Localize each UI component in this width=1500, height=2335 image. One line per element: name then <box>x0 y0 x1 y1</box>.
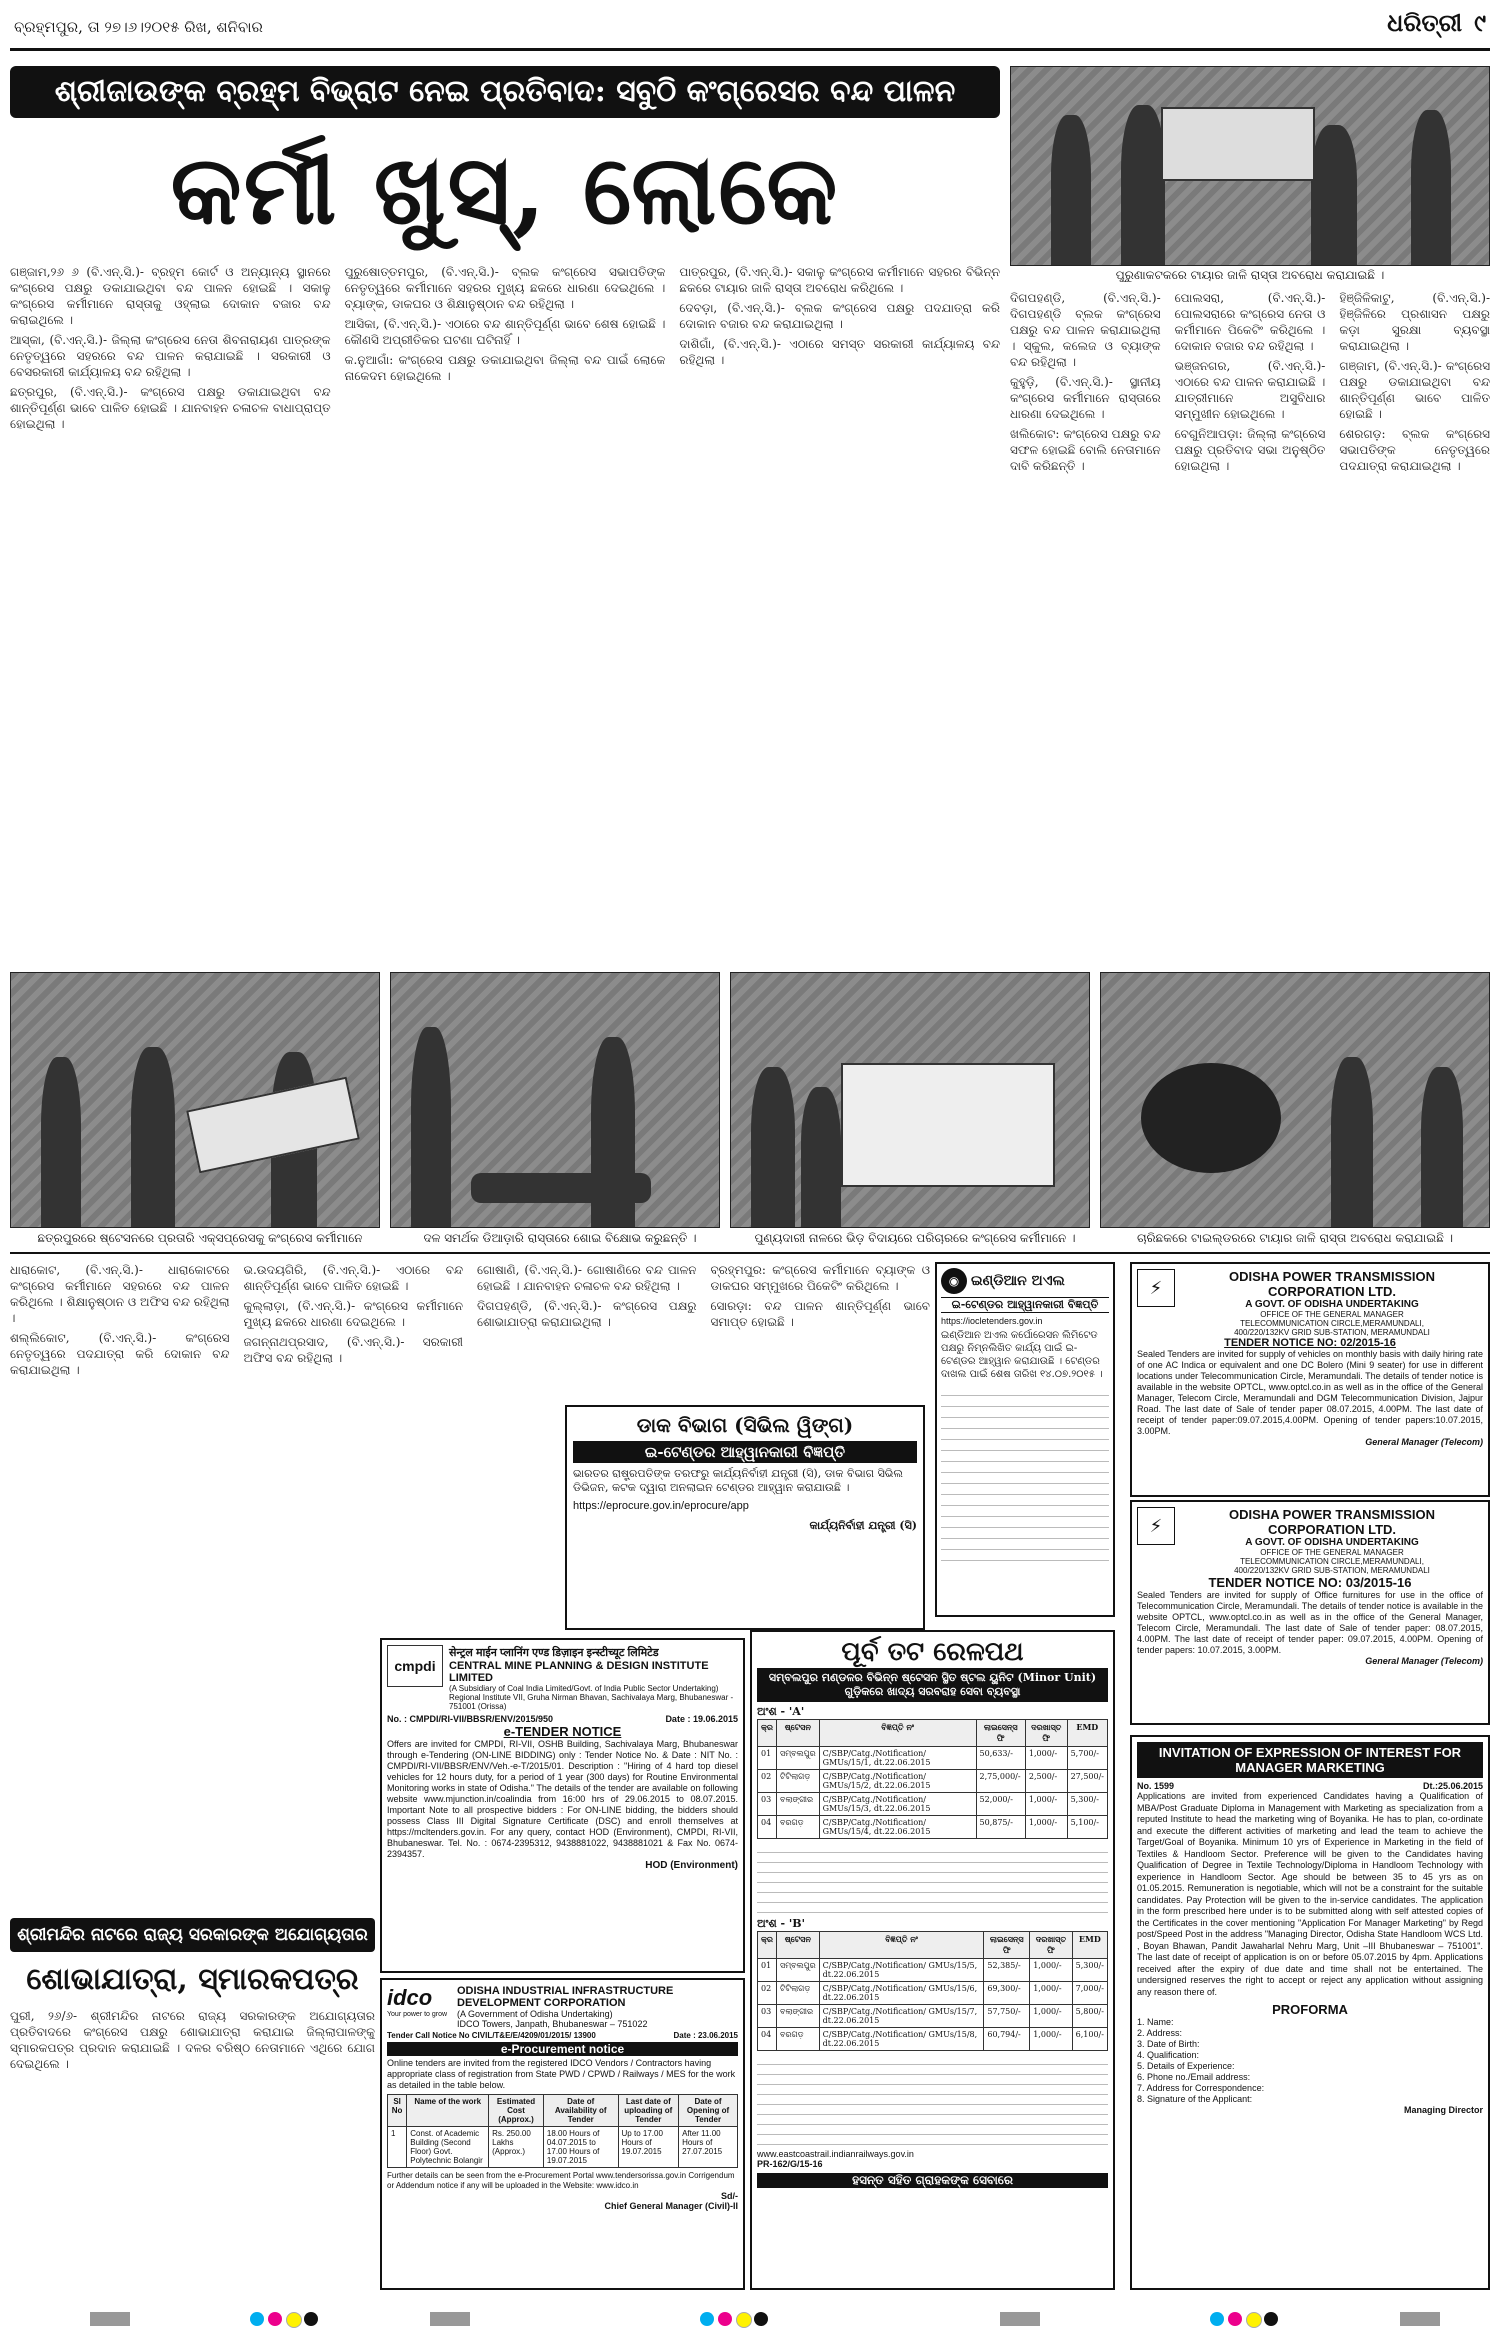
paragraph: ପୋଲସରା, (ବି.ଏନ୍‌.ସି.)- ପୋଲସରାରେ କଂଗ୍ରେସ ନେତା ଓ କର୍ମୀମାନେ ପିକେଟିଂ କରିଥିଲେ । ଦୋକାନ ବଜାର ବନ୍ଦ ରହିଥିଲା । <box>1174 291 1326 353</box>
table-row <box>758 2005 1108 2028</box>
indian-oil-subtitle: ଇ-ଟେଣ୍ଡର ଆହ୍ୱାନକାରୀ ବିଜ୍ଞପ୍ତି <box>941 1297 1109 1313</box>
table-row <box>388 2127 738 2168</box>
dateline: ବ୍ରହ୍ମପୁର, ତା ୨୭।୬।୨୦୧୫ ରିଖ, ଶନିବାର <box>14 18 263 36</box>
rail-cell: 7,000/- <box>1072 1982 1107 2005</box>
rail-cell: C/SBP/Catg./Notification/ GMUs/15/6, dt.22.06.2015 <box>819 1982 984 2005</box>
idco-footer: Further details can be seen from the e-Procurement Portal www.tendersorissa.gov.in Corrigendum or Addendum notice if any will be uploaded in the Website: www.idco.in <box>387 2171 735 2190</box>
idco-date: Date : 23.06.2015 <box>673 2031 738 2040</box>
rail-cell: ଟିଟିଲାଗଡ଼ <box>776 1770 819 1793</box>
rail-cell: ଟିଟିଲାଗଡ଼ <box>776 1982 819 2005</box>
strip-caption-2: ଦଳ ସମର୍ଥକ ଡିଆଡ଼ାରି ରାସ୍ତାରେ ଶୋଇ ବିକ୍ଷୋଭ କରୁଛନ୍ତି । <box>423 1231 697 1245</box>
rail-th: EMD <box>1067 1720 1107 1747</box>
rail-cell: 01 <box>758 1747 777 1770</box>
boyanika-no: No. 1599 <box>1137 1781 1175 1791</box>
rail-th: ବିଜ୍ଞପ୍ତି ନଂ <box>819 1932 984 1959</box>
lead-photo <box>1010 66 1490 266</box>
rail-th: ଦରଖାସ୍ତ ଫି <box>1030 1932 1072 1959</box>
idco-ad <box>380 1978 745 2290</box>
cmpdi-date: Date : 19.06.2015 <box>665 1714 738 1724</box>
cmpdi-sign: HOD (Environment) <box>645 1860 738 1871</box>
second-headline: ଶୋଭାଯାତ୍ରା, ସ୍ମାରକପତ୍ର <box>26 1962 359 1997</box>
idco-tagline: Your power to grow <box>387 2011 448 2018</box>
table-row <box>758 1747 1108 1770</box>
cmpdi-logo: cmpdi <box>387 1645 443 1687</box>
rail-cell: 69,300/- <box>984 1982 1030 2005</box>
rail-title: ପୂର୍ବ ତଟ ରେଳପଥ <box>841 1637 1024 1667</box>
proforma-field: 5. Details of Experience: <box>1137 2061 1235 2071</box>
rail-fineprint-b <box>757 2055 1108 2145</box>
lead-col-1 <box>10 264 331 960</box>
paragraph: ଖଲିକୋଟ: କଂଗ୍ରେସ ପକ୍ଷରୁ ବନ୍ଦ ସଫଳ ହୋଇଛି ବୋଲି ନେତାମାନେ ଦାବି କରିଛନ୍ତି । <box>1010 427 1161 473</box>
rail-subtitle: ସମ୍ବଲପୁର ମଣ୍ଡଳର ବିଭିନ୍ନ ଷ୍ଟେସନ ସ୍ଥିତ ଷ୍ଟଲ ୟୁନିଟ (Minor Unit) ଗୁଡ଼ିକରେ ଖାଦ୍ୟ ସରବରାହ ସେବା ବ୍ୟବସ୍ଥା <box>757 1668 1108 1702</box>
idco-th: Date of Opening of Tender <box>679 2095 738 2127</box>
rail-cell: 1,000/- <box>1030 2028 1072 2051</box>
rail-cell: 1,000/- <box>1025 1816 1067 1839</box>
rail-cell: 6,100/- <box>1072 2028 1107 2051</box>
idco-cell: 1 <box>388 2127 407 2168</box>
paragraph: କ.ନୁଆଗାଁ: କଂଗ୍ରେସ ପକ୍ଷରୁ ଡକାଯାଇଥିବା ଜିଲ୍ଲା ବନ୍ଦ ପାଇଁ ଲୋକେ ନାକେଦମ ହୋଇଥିଲେ । <box>344 353 666 383</box>
rail-cell: C/SBP/Catg./Notification/ GMUs/15/3, dt.22.06.2015 <box>819 1793 976 1816</box>
rail-cell: 2,75,000/- <box>976 1770 1025 1793</box>
table-row <box>758 1982 1108 2005</box>
rail-th: ଷ୍ଟେସନ <box>776 1932 819 1959</box>
paragraph: ସୋରଡ଼ା: ବନ୍ଦ ପାଳନ ଶାନ୍ତିପୂର୍ଣ୍ଣ ଭାବେ ସମାପ୍ତ ହୋଇଛି । <box>710 1299 930 1329</box>
rail-table-b <box>757 1931 1108 2051</box>
proforma-field: 3. Date of Birth: <box>1137 2039 1200 2049</box>
cmpdi-ad <box>380 1638 745 1973</box>
rail-cell: C/SBP/Catg./Notification/ GMUs/15/1, dt.22.06.2015 <box>819 1747 976 1770</box>
rail-th: ବିଜ୍ଞପ୍ତି ନଂ <box>819 1720 976 1747</box>
rail-cell: ସମ୍ବଲପୁର <box>776 1747 819 1770</box>
indian-oil-body: ଇଣ୍ଡିଆନ ଅଏଲ କର୍ପୋରେସନ ଲିମିଟେଡ ପକ୍ଷରୁ ନିମ୍ନଲିଖିତ କାର୍ଯ୍ୟ ପାଇଁ ଇ-ଟେଣ୍ଡର ଆହ୍ୱାନ କରାଯାଉଛି । ଟେଣ୍ଡର ଦାଖଲ ପାଇଁ ଶେଷ ତାରିଖ ୧୪.୦୭.୨୦୧୫ । <box>941 1330 1103 1380</box>
idco-cell: Const. of Academic Building (Second Floor) Govt. Polytechnic Bolangir <box>407 2127 489 2168</box>
rail-cell: C/SBP/Catg./Notification/ GMUs/15/5, dt.22.06.2015 <box>819 1959 984 1982</box>
indian-oil-brand: ଇଣ୍ଡିଆନ ଅଏଲ <box>971 1273 1065 1289</box>
rail-cell: ବରଗଡ଼ <box>776 2028 819 2051</box>
rail-th: EMD <box>1072 1932 1107 1959</box>
post-ad-site: https://eprocure.gov.in/eprocure/app <box>573 1500 749 1512</box>
proforma-field: 6. Phone no./Email address: <box>1137 2072 1251 2082</box>
idco-th: Sl No <box>388 2095 407 2127</box>
post-ad-sign: କାର୍ଯ୍ୟନିର୍ବାହୀ ଯନ୍ତ୍ରୀ (ସି) <box>809 1519 917 1532</box>
rail-cell: ବରଗଡ଼ <box>776 1816 819 1839</box>
indian-oil-site: https://iocletenders.gov.in <box>941 1316 1043 1326</box>
rail-cell: 5,800/- <box>1072 2005 1107 2028</box>
page-number: ୯ <box>1474 8 1486 37</box>
top-rule <box>10 48 1490 51</box>
rail-cell: ସମ୍ବଲପୁର <box>776 1959 819 1982</box>
rail-cell: 50,875/- <box>976 1816 1025 1839</box>
rail-cell: ବଲାଙ୍ଗୀର <box>776 1793 819 1816</box>
table-row <box>758 2028 1108 2051</box>
strip-caption-3: ପୁଣ୍ୟଦାରୀ ନାଳରେ ଭିଡ଼ ବିଦାୟରେ ପରିଚାରରେ କଂଗ୍ରେସ କର୍ମୀମାନେ । <box>754 1231 1076 1245</box>
rail-cell: 5,700/- <box>1067 1747 1107 1770</box>
lead-kicker: ଶ୍ରୀଜାଉଙ୍କ ବ୍ରହ୍ମ ବିଭ୍ରାଟ ନେଇ ପ୍ରତିବାଦ: ସବୁଠି କଂଗ୍ରେସର ବନ୍ଦ ପାଳନ <box>10 66 1000 118</box>
strip-caption-4: ଚାରିଛକରେ ଟାଇଲ୍ଡରରେ ଟାୟାର ଜାଳି ରାସ୍ତା ଅବରୋଧ କରାଯାଇଛି । <box>1136 1231 1454 1245</box>
lead-photo-caption: ପୁରୁଣାକଟକରେ ଟାୟାର ଜାଳି ରାସ୍ତା ଅବରୋଧ କରାଯାଇଛି । <box>1010 268 1490 284</box>
rail-cell: 03 <box>758 2005 777 2028</box>
idco-address: IDCO Towers, Janpath, Bhubaneswar – 751022 <box>457 2019 648 2029</box>
rail-table-a <box>757 1719 1108 1839</box>
optcl-1-company: ODISHA POWER TRANSMISSION CORPORATION LTD. <box>1228 1269 1436 1299</box>
masthead <box>1387 8 1486 37</box>
rail-cell: 02 <box>758 1982 777 2005</box>
rail-cell: 1,000/- <box>1025 1747 1067 1770</box>
rail-cell: 60,794/- <box>984 2028 1030 2051</box>
optcl-2-undertaking: A GOVT. OF ODISHA UNDERTAKING <box>1245 1537 1419 1548</box>
lead-col-3 <box>679 264 1000 960</box>
optcl-2-company: ODISHA POWER TRANSMISSION CORPORATION LTD. <box>1228 1507 1436 1537</box>
paragraph: ଆସିକା, (ବି.ଏନ୍‌.ସି.)- ଏଠାରେ ବନ୍ଦ ଶାନ୍ତିପୂର୍ଣ୍ଣ ଭାବେ ଶେଷ ହୋଇଛି । କୌଣସି ଅପ୍ରୀତିକର ଘଟଣା ଘଟିନାହିଁ । <box>344 317 666 347</box>
strip-caption-1: ଛତ୍ରପୁରରେ ଷ୍ଟେସନରେ ପ୍ରତାରି ଏକ୍ସପ୍ରେସକୁ କଂଗ୍ରେସ କର୍ମୀମାନେ <box>37 1231 363 1245</box>
idco-cell: 18.00 Hours of 04.07.2015 to 17.00 Hours of 19.07.2015 <box>543 2127 618 2168</box>
rail-cell: 27,500/- <box>1067 1770 1107 1793</box>
cmpdi-regional: Regional Institute VII, Gruha Nirman Bhavan, Sachivalaya Marg, Bhubaneswar - 751001 (Orissa) <box>449 1693 734 1711</box>
paragraph: ଛତ୍ରପୁର, (ବି.ଏନ୍‌.ସି.)- କଂଗ୍ରେସ ପକ୍ଷରୁ ଡକାଯାଇଥିବା ବନ୍ଦ ଶାନ୍ତିପୂର୍ଣ୍ଣ ଭାବେ ପାଳିତ ହୋଇଛି । ଯାନବାହନ ଚଳାଚଳ ବାଧାପ୍ରାପ୍ତ ହୋଇଥିଲା । <box>10 385 331 431</box>
rail-part-b: ଅଂଶ - 'B' <box>757 1917 805 1930</box>
paragraph: ଧାରାକୋଟ, (ବି.ଏନ୍‌.ସି.)- ଧାରାକୋଟରେ କଂଗ୍ରେସ କର୍ମୀମାନେ ସହରରେ ବନ୍ଦ ପାଳନ କରିଥିଲେ । ଶିକ୍ଷାନୁଷ୍ଠାନ ଓ ଅଫିସ ବନ୍ଦ ରହିଥିଲା । <box>10 1263 230 1325</box>
lower-col-2 <box>244 1262 464 1592</box>
lead-col-4 <box>1010 290 1161 960</box>
proforma-field: 1. Name: <box>1137 2017 1174 2027</box>
rail-cell: 1,000/- <box>1030 2005 1072 2028</box>
rail-cell: C/SBP/Catg./Notification/ GMUs/15/4, dt.22.06.2015 <box>819 1816 976 1839</box>
optcl-logo-icon: ⚡ <box>1137 1507 1175 1545</box>
optcl-2-office: OFFICE OF THE GENERAL MANAGER <box>1260 1548 1404 1557</box>
boyanika-body: Applications are invited from experienced Candidates having a Qualification of MBA/Post Graduate Diploma in Management with Marketing as specialization from a reputed Institute to head the marketing wing of Boyanika. He has to plan, co-ordinate and execute the different activities of marketing and lead the team to achieve the Target/Goal of Boyanika. Minimum 10 yrs of Experience in Marketing in the field of Textiles & Handloom Sector. Preference will be given to the Candidates having Qualification of Degree in Textile Technology/Diploma in Handloom Technology with experience in Handloom Sector. Age should be between 35 to 45 yrs as on 01.05.2015. Remuneration is negotiable, which will not be a constraint for the suitable candidates. Pay Protection will be given to the in-service candidates. The application in the form prescribed here under is to be submitted along with self attested copies of the Certificates in the cover mentioning "Application For Manager Marketing" by Regd post/Speed Post in the address "Managing Director, Odisha State Handloom WCS Ltd. , Boyan Bhawan, Pandit Jawaharlal Nehru Marg, Unit –III Bhubaneswar – 751001". The last date of receipt of application is on or before 05.07.2015 by 4pm. Applications received after the expiry of due date and time shall not be entertained. The undersigned reserves the right to accept or reject any application without assigning any reason there of. <box>1137 1791 1483 1997</box>
paragraph: ଜଗନ୍ନାଥପ୍ରସାଦ, (ବି.ଏନ୍‌.ସି.)- ସରକାରୀ ଅଫିସ ବନ୍ଦ ରହିଥିଲା । <box>243 1335 463 1365</box>
paragraph: ପୁରୁଷୋତ୍ତମପୁର, (ବି.ଏନ୍‌.ସି.)- ବ୍ଲକ କଂଗ୍ରେସ ସଭାପତିଙ୍କ ନେତୃତ୍ୱରେ କର୍ମୀମାନେ ସହରର ମୁଖ୍ୟ ଛକରେ ଧାରଣା ଦେଇଥିଲେ । ବ୍ୟାଙ୍କ, ଡାକଘର ଓ ଶିକ୍ଷାନୁଷ୍ଠାନ ବନ୍ଦ ରହିଥିଲା । <box>344 265 666 311</box>
cmpdi-no: No. : CMPDI/RI-VII/BBSR/ENV/2015/950 <box>387 1714 554 1724</box>
rail-cell: 52,000/- <box>976 1793 1025 1816</box>
cmpdi-hindi-name: सेन्ट्रल माईन प्लानिंग एण्ड डिज़ाइन इन्स्टीच्यूट लिमिटेड <box>449 1647 659 1659</box>
idco-name: ODISHA INDUSTRIAL INFRASTRUCTURE DEVELOPMENT CORPORATION <box>457 1985 674 2009</box>
idco-th: Last date of uploading of Tender <box>618 2095 679 2127</box>
paragraph: ଶଲ୍ଲିକୋଟ, (ବି.ଏନ୍‌.ସି.)- କଂଗ୍ରେସ ନେତୃତ୍ୱରେ ପଦଯାତ୍ରା କରି ଦୋକାନ ବନ୍ଦ କରାଯାଇଥିଲା । <box>10 1331 230 1377</box>
rail-th: ଲାଇସେନ୍ସ ଫି <box>976 1720 1025 1747</box>
boyanika-title: INVITATION OF EXPRESSION OF INTEREST FOR MANAGER MARKETING <box>1137 1742 1483 1778</box>
paragraph: କୁଲ୍ଲାଡ଼ା, (ବି.ଏନ୍‌.ସି.)- କଂଗ୍ରେସ କର୍ମୀମାନେ ମୁଖ୍ୟ ଛକରେ ଧାରଣା ଦେଇଥିଲେ । <box>243 1299 463 1329</box>
lead-headline: କର୍ମୀ ଖୁସ୍‌, ଲୋକେ <box>170 133 840 246</box>
paragraph: ବ୍ରହ୍ମପୁର: କଂଗ୍ରେସ କର୍ମୀମାନେ ବ୍ୟାଙ୍କ ଓ ଡାକଘର ସମ୍ମୁଖରେ ପିକେଟିଂ କରିଥିଲେ । <box>710 1263 930 1293</box>
banner-in-photo <box>1161 107 1315 181</box>
indian-oil-fineprint <box>941 1385 1109 1565</box>
rail-cell: 01 <box>758 1959 777 1982</box>
lead-body-left <box>10 264 1000 960</box>
rail-cell: 1,000/- <box>1030 1982 1072 2005</box>
paragraph: ପାତ୍ରପୁର, (ବି.ଏନ୍‌.ସି.)- ସକାଳୁ କଂଗ୍ରେସ କର୍ମୀମାନେ ସହରର ବିଭିନ୍ନ ଛକରେ ଟାୟାର ଜାଳି ରାସ୍ତା ଅବରୋଧ କରିଥିଲେ । <box>679 265 1000 295</box>
post-ad-body: ଭାରତର ରାଷ୍ଟ୍ରପତିଙ୍କ ତରଫରୁ କାର୍ଯ୍ୟନିର୍ବାହୀ ଯନ୍ତ୍ରୀ (ସି), ଡାକ ବିଭାଗ ସିଭିଲ ଡିଭିଜନ, କଟକ ଦ୍ୱାରା ଅନଲାଇନ ଟେଣ୍ଡର ଆହ୍ୱାନ କରାଯାଉଛି । <box>573 1467 903 1494</box>
paragraph: ଦାଶିଗାଁ, (ବି.ଏନ୍‌.ସି.)- ଏଠାରେ ସମସ୍ତ ସରକାରୀ କାର୍ଯ୍ୟାଳୟ ବନ୍ଦ ରହିଥିଲା । <box>679 337 1000 367</box>
idco-th: Date of Availability of Tender <box>543 2095 618 2127</box>
idco-logo: idco <box>387 1985 433 2010</box>
paragraph: ଦିଗପହଣ୍ଡି, (ବି.ଏନ୍‌.ସି.)- କଂଗ୍ରେସ ପକ୍ଷରୁ ଶୋଭାଯାତ୍ରା କରାଯାଇଥିଲା । <box>477 1299 697 1329</box>
rail-cell: C/SBP/Catg./Notification/ GMUs/15/7, dt.22.06.2015 <box>819 2005 984 2028</box>
rail-fineprint-a <box>757 1843 1108 1913</box>
rail-footer: ହସନ୍ତ ସହିତ ଗ୍ରାହକଙ୍କ ସେବାରେ <box>757 2173 1108 2188</box>
paragraph: ଶେରଗଡ଼: ବ୍ଲକ କଂଗ୍ରେସ ସଭାପତିଙ୍କ ନେତୃତ୍ୱରେ ପଦଯାତ୍ରା କରାଯାଇଥିଲା । <box>1339 427 1490 473</box>
rail-cell: 5,300/- <box>1067 1793 1107 1816</box>
folio-bar <box>14 8 1486 44</box>
idco-cell: Up to 17.00 Hours of 19.07.2015 <box>618 2127 679 2168</box>
lead-col-5 <box>1175 290 1326 960</box>
rail-cell: 03 <box>758 1793 777 1816</box>
optcl-ad-2 <box>1130 1500 1490 1725</box>
paragraph: ଗଞ୍ଜାମ, (ବି.ଏନ୍‌.ସି.)- କଂଗ୍ରେସ ପକ୍ଷରୁ ଡକାଯାଇଥିବା ବନ୍ଦ ଶାନ୍ତିପୂର୍ଣ୍ଣ ଭାବେ ପାଳିତ ହୋଇଛି । <box>1339 359 1490 421</box>
rail-ref: PR-162/G/15-16 <box>757 2159 823 2169</box>
rail-th: ଲାଇସେନ୍ସ ଫି <box>984 1932 1030 1959</box>
optcl-2-address: 400/220/132KV GRID SUB-STATION, MERAMUNDALI <box>1234 1566 1430 1575</box>
rail-cell: 57,750/- <box>984 2005 1030 2028</box>
photo-strip-captions <box>10 1230 1490 1248</box>
table-row <box>758 1959 1108 1982</box>
cmpdi-heading: e-TENDER NOTICE <box>503 1724 622 1739</box>
optcl-1-body: Sealed Tenders are invited for supply of vehicles on monthly basis with daily hiring rate of one AC Indica or equivalent and one DC Bolero (Mini 9 seater) for use in different locations under Telecommunication Circle, Meramundali. The details of tender notice is available in the website OPTCL, www.optcl.co.in as well as in the office of the General Manager, Telecom Circle, Meramundali and DGM Telecommunication Division, Jajpur Road. The last date of Sale of tender paper 08.07.2015, 4.00PM. The last date of receipt of tender paper:09.07.2015,4.00PM. Opening of tender papers:10.07.2015, 3.00PM. <box>1137 1349 1483 1436</box>
proforma-field: 4. Qualification: <box>1137 2050 1200 2060</box>
idco-sign-2: Chief General Manager (Civil)-II <box>604 2201 738 2211</box>
strip-photo-1 <box>10 972 380 1228</box>
proforma-field: 2. Address: <box>1137 2028 1183 2038</box>
optcl-1-circle: TELECOMMUNICATION CIRCLE,MERAMUNDALI, <box>1240 1319 1424 1328</box>
idco-cell: After 11.00 Hours of 27.07.2015 <box>679 2127 738 2168</box>
rail-cell: 50,633/- <box>976 1747 1025 1770</box>
railway-ad <box>750 1630 1115 2290</box>
lower-col-1 <box>10 1262 230 1592</box>
idco-call: Tender Call Notice No CIVIL/T&E/E/4209/01/2015/ 13900 <box>387 2031 596 2040</box>
boyanika-ad <box>1130 1735 1490 2290</box>
lead-col-2 <box>345 264 666 960</box>
idco-table <box>387 2094 738 2168</box>
paragraph: ଗଞ୍ଜାମ,୨୬ ୬ (ବି.ଏନ୍‌.ସି.)- ବ୍ରହ୍ମ କୋର୍ଟ ଓ ଅନ୍ୟାନ୍ୟ ସ୍ଥାନରେ କଂଗ୍ରେସ ପକ୍ଷରୁ ଡକାଯାଇଥିବା ବନ୍ଦ ପାଳନ ହୋଇଛି । ସକାଳୁ କଂଗ୍ରେସ କର୍ମୀମାନେ ରାସ୍ତାକୁ ଓହ୍ଲାଇ ଦୋକାନ ବଜାର ବନ୍ଦ କରାଇଥିଲେ । <box>10 265 331 327</box>
idco-heading: e-Procurement notice <box>387 2042 738 2056</box>
optcl-1-office: OFFICE OF THE GENERAL MANAGER <box>1260 1310 1404 1319</box>
paragraph: କୁହୁଡ଼ି, (ବି.ଏନ୍‌.ସି.)- ସ୍ଥାନୀୟ କଂଗ୍ରେସ କର୍ମୀମାନେ ରାସ୍ତାରେ ଧାରଣା ଦେଇଥିଲେ । <box>1010 375 1161 421</box>
idco-sign-1: Sd/- <box>721 2191 738 2201</box>
table-row <box>758 1770 1108 1793</box>
rail-site: www.eastcoastrail.indianrailways.gov.in <box>757 2149 914 2159</box>
post-ad-subtitle: ଇ-ଟେଣ୍ଡର ଆହ୍ୱାନକାରୀ ବିଜ୍ଞପ୍ତି <box>573 1441 917 1463</box>
optcl-ad-1 <box>1130 1262 1490 1497</box>
lead-col-6 <box>1339 290 1490 960</box>
idco-gov: (A Government of Odisha Undertaking) <box>457 2009 613 2019</box>
rail-th: କ୍ର <box>758 1932 777 1959</box>
paragraph: ଦିଗପହଣ୍ଡି, (ବି.ଏନ୍‌.ସି.)- ଦିଗପହଣ୍ଡି ବ୍ଲକ କଂଗ୍ରେସ ପକ୍ଷରୁ ବନ୍ଦ ପାଳନ କରାଯାଇଥିଲା । ସ୍କୁଲ, କଲେଜ ଓ ବ୍ୟାଙ୍କ ବନ୍ଦ ରହିଥିଲା । <box>1010 291 1161 369</box>
post-ad <box>565 1405 925 1630</box>
lead-body-right <box>1010 290 1490 960</box>
proforma-field: 8. Signature of the Applicant: <box>1137 2094 1253 2104</box>
boyanika-fields <box>1137 2017 1483 2105</box>
cmpdi-name: CENTRAL MINE PLANNING & DESIGN INSTITUTE LIMITED <box>449 1660 709 1684</box>
rail-cell: 52,385/- <box>984 1959 1030 1982</box>
paragraph: ବେଗୁନିଆପଡ଼ା: ଜିଲ୍ଲା କଂଗ୍ରେସ ପକ୍ଷରୁ ପ୍ରତିବାଦ ସଭା ଅନୁଷ୍ଠିତ ହୋଇଥିଲା । <box>1174 427 1326 473</box>
cmpdi-body: Offers are invited for CMPDI, RI-VII, OSHB Building, Sachivalaya Marg, Bhubaneswar through e-Tendering (ON-LINE BIDDING) only : Tender Notice No. & Date : NIT No. : CMPDI/RI-VII/BBSR/ENV/Veh.-e-T/2015/01. Description : "Hiring of 4 hard top diesel vehicles for 12 hours duty, for a period of 1 year (300 days) for Routine Environmental Monitoring works in state of Odisha." The details of the tender are available on following website www.mjunction.in/coalindia from 16:00 hrs of 29.06.2015 to 08.07.2015. Important Note to all prospective bidders : For ON-LINE bidding, the bidders should possess Class III Digital Signature Certificate (DSC) and enroll themselves at https://mcltenders.gov.in. For any query, contact HOD (Environment), CMPDI, RI-VII, Bhubaneswar. Tel. No. : 0674-2395312, 9438881022, 9438881021 & Fax No. 0674-2394357. <box>387 1739 738 1859</box>
optcl-2-circle: TELECOMMUNICATION CIRCLE,MERAMUNDALI, <box>1240 1557 1424 1566</box>
rail-cell: 02 <box>758 1770 777 1793</box>
paragraph: ଭଞ୍ଜନଗର, (ବି.ଏନ୍‌.ସି.)- ଏଠାରେ ବନ୍ଦ ପାଳନ କରାଯାଇଛି । ଯାତ୍ରୀମାନେ ଅସୁବିଧାର ସମ୍ମୁଖୀନ ହୋଇଥିଲେ । <box>1174 359 1326 421</box>
boyanika-sign: Managing Director <box>1403 2105 1483 2115</box>
registration-marks <box>0 2300 1500 2335</box>
second-kicker: ଶ୍ରୀମନ୍ଦିର ନାଟରେ ରାଜ୍ୟ ସରକାରଙ୍କ ଅଯୋଗ୍ୟତାର <box>10 1918 375 1952</box>
rail-cell: C/SBP/Catg./Notification/ GMUs/15/2, dt.22.06.2015 <box>819 1770 976 1793</box>
optcl-2-body: Sealed Tenders are invited for supply of Office furnitures for use in the office of Telecommunication Circle, Meramundali. The details of tender notice is available in the website OPTCL, www.optcl.co.in as well as in the office of the General Manager, Telecom Circle, Meramundali. The last date of Sale of tender paper: 08.07.2015, 4.00PM. The last date of receipt of tender paper: 09.07.2015, 4.00PM. Opening of tender papers: 10.07.2015, 3.00PM. <box>1137 1590 1483 1655</box>
table-row <box>758 1793 1108 1816</box>
optcl-logo-icon: ⚡ <box>1137 1269 1175 1307</box>
rail-cell: 04 <box>758 2028 777 2051</box>
rail-cell: C/SBP/Catg./Notification/ GMUs/15/8, dt.22.06.2015 <box>819 2028 984 2051</box>
strip-photo-3 <box>730 972 1090 1228</box>
paragraph: ଆସ୍କା, (ବି.ଏନ୍‌.ସି.)- ଜିଲ୍ଲା କଂଗ୍ରେସ ନେତା ଶିବନାରାୟଣ ପାତ୍ରଙ୍କ ନେତୃତ୍ୱରେ ସହରରେ ବନ୍ଦ ପାଳନ କରାଯାଇଛି । ସରକାରୀ ଓ ବେସରକାରୀ କାର୍ଯ୍ୟାଳୟ ବନ୍ଦ ରହିଥିଲା । <box>10 333 331 379</box>
rail-part-a: ଅଂଶ - 'A' <box>757 1705 805 1718</box>
paragraph: ଭ.ଉଦୟଗିରି, (ବି.ଏନ୍‌.ସି.)- ଏଠାରେ ବନ୍ଦ ଶାନ୍ତିପୂର୍ଣ୍ଣ ଭାବେ ପାଳିତ ହୋଇଛି । <box>243 1263 463 1293</box>
post-ad-title: ଡାକ ବିଭାଗ (ସିଭିଲ ୱିଙ୍ଗ) <box>636 1413 854 1437</box>
idco-intro: Online tenders are invited from the registered IDCO Vendors / Contractors having appropriate class of registration from State PWD / CPWD / Railways / MES for the work as detailed in the table below. <box>387 2058 736 2090</box>
proforma-field: 7. Address for Correspondence: <box>1137 2083 1265 2093</box>
idco-th: Estimated Cost (Approx.) <box>489 2095 544 2127</box>
strip-photo-2 <box>390 972 720 1228</box>
strip-photo-4 <box>1100 972 1490 1228</box>
idco-cell: Rs. 250.00 Lakhs (Approx.) <box>489 2127 544 2168</box>
rail-cell: 5,300/- <box>1072 1959 1107 1982</box>
rail-cell: ବଲାଙ୍ଗୀର <box>776 2005 819 2028</box>
rail-cell: 04 <box>758 1816 777 1839</box>
rail-cell: 2,500/- <box>1025 1770 1067 1793</box>
boyanika-proforma: PROFORMA <box>1272 2002 1348 2017</box>
paragraph: ହିଞ୍ଜିଳିକାଟୁ, (ବି.ଏନ୍‌.ସି.)- ହିଞ୍ଜିଳିରେ ପ୍ରଶାସନ ପକ୍ଷରୁ କଡ଼ା ସୁରକ୍ଷା ବ୍ୟବସ୍ଥା କରାଯାଇଥିଲା । <box>1339 291 1490 353</box>
mid-rule <box>10 1252 1490 1254</box>
rail-th: ଷ୍ଟେସନ <box>776 1720 819 1747</box>
rail-cell: 5,100/- <box>1067 1816 1107 1839</box>
indian-oil-ad <box>935 1262 1115 1617</box>
boyanika-date: Dt.:25.06.2015 <box>1422 1781 1483 1791</box>
table-row <box>758 1816 1108 1839</box>
optcl-1-undertaking: A GOVT. OF ODISHA UNDERTAKING <box>1245 1299 1419 1310</box>
optcl-1-sign: General Manager (Telecom) <box>1365 1437 1483 1447</box>
paragraph: ଦେବଡ଼ା, (ବି.ଏନ୍‌.ସି.)- ବ୍ଲକ କଂଗ୍ରେସ ପକ୍ଷରୁ ପଦଯାତ୍ରା କରି ଦୋକାନ ବଜାର ବନ୍ଦ କରାଯାଇଥିଲା । <box>679 301 1000 331</box>
rail-th: କ୍ର <box>758 1720 777 1747</box>
indian-oil-logo-icon: ◉ <box>941 1268 967 1294</box>
optcl-1-address: 400/220/132KV GRID SUB-STATION, MERAMUNDALI <box>1234 1328 1430 1337</box>
rail-th: ଦରଖାସ୍ତ ଫି <box>1025 1720 1067 1747</box>
optcl-2-tender-no: TENDER NOTICE NO: 03/2015-16 <box>1208 1575 1412 1590</box>
rail-cell: 1,000/- <box>1030 1959 1072 1982</box>
rail-cell: 1,000/- <box>1025 1793 1067 1816</box>
paragraph: ଗୋଷାଣି, (ବି.ଏନ୍‌.ସି.)- ଗୋଷାଣିରେ ବନ୍ଦ ପାଳନ ହୋଇଛି । ଯାନବାହନ ଚଳାଚଳ ବନ୍ଦ ରହିଥିଲା । <box>477 1263 697 1293</box>
second-body: ପୁରୀ, ୨୬/୬- ଶ୍ରୀମନ୍ଦିର ନାଟରେ ରାଜ୍ୟ ସରକାରଙ୍କ ଅଯୋଗ୍ୟତାର ପ୍ରତିବାଦରେ କଂଗ୍ରେସ ପକ୍ଷରୁ ଶୋଭାଯାତ୍ରା କରାଯାଇ ଜିଲ୍ଲାପାଳଙ୍କୁ ସ୍ମାରକପତ୍ର ପ୍ରଦାନ କରାଯାଇଛି । ଦଳର ବରିଷ୍ଠ ନେତାମାନେ ଏଥିରେ ଯୋଗ ଦେଇଥିଲେ । <box>10 2009 375 2071</box>
optcl-2-sign: General Manager (Telecom) <box>1365 1656 1483 1666</box>
cmpdi-sub: (A Subsidiary of Coal India Limited/Govt. of India Public Sector Undertaking) <box>449 1684 719 1693</box>
masthead-title: ଧରିତ୍ରୀ <box>1387 8 1463 37</box>
idco-th: Name of the work <box>407 2095 489 2127</box>
optcl-1-tender-no: TENDER NOTICE NO: 02/2015-16 <box>1224 1337 1396 1349</box>
